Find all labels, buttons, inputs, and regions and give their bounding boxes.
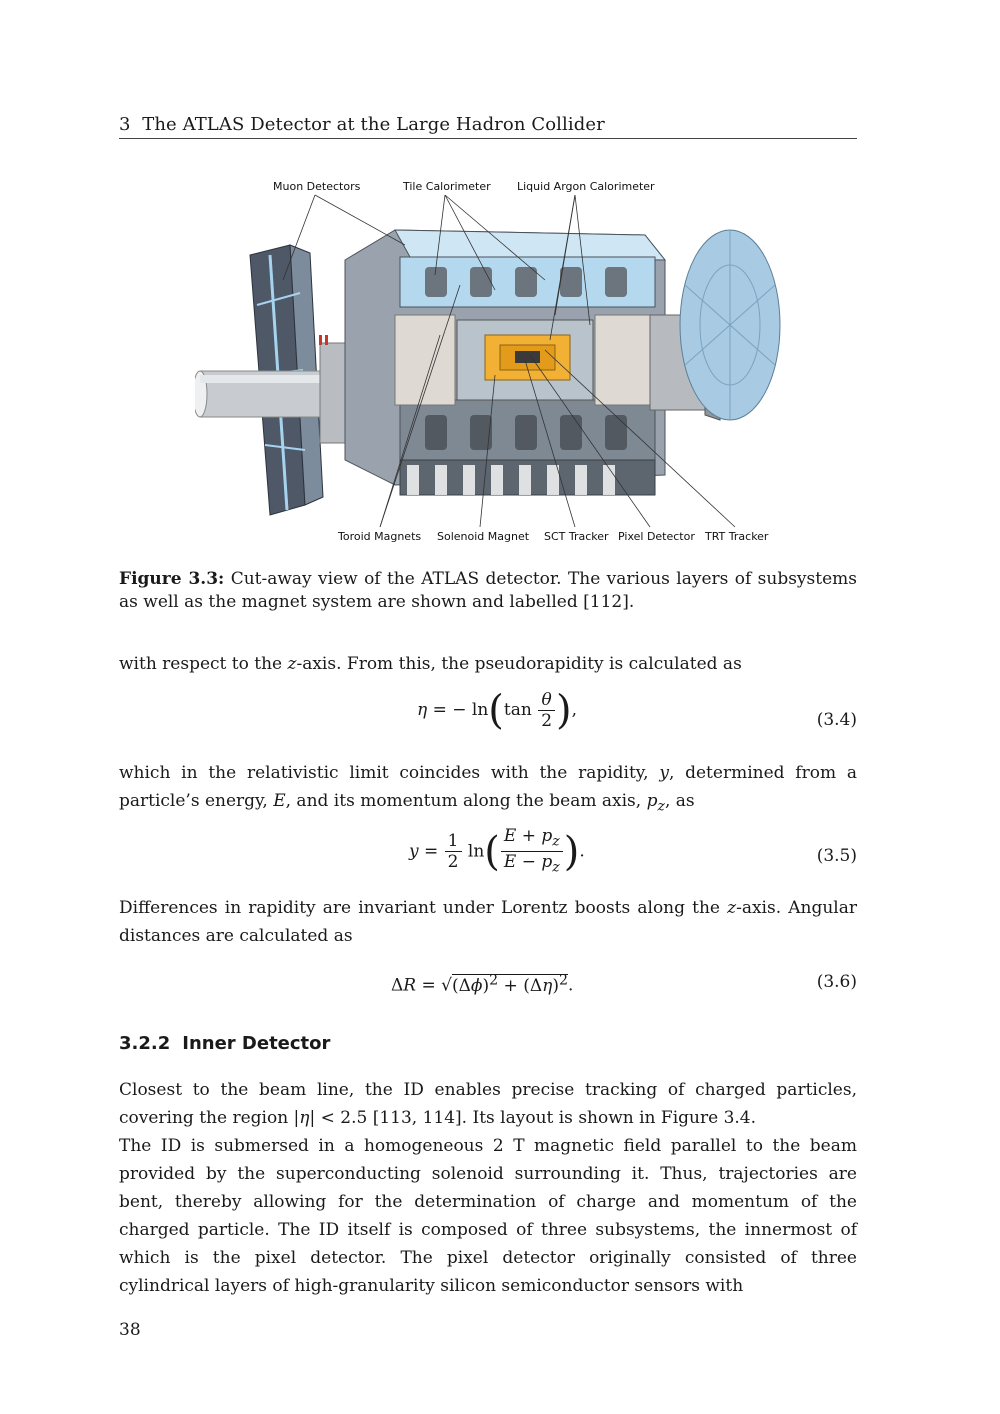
running-head	[119, 114, 857, 139]
math-var: η	[299, 1108, 310, 1128]
label-solenoid-magnet: Solenoid Magnet	[437, 530, 530, 543]
section-heading	[119, 1033, 330, 1054]
math-var: z	[287, 654, 297, 674]
paragraph-rapidity	[119, 759, 857, 820]
text-run: -axis. From this, the pseudorapidity is calculated as	[296, 654, 742, 674]
text-run: , as	[664, 791, 695, 811]
paragraph-pseudorapidity-intro	[119, 650, 857, 678]
paragraph-id-description: The ID is submersed in a homogeneous 2 T magnetic field parallel to the beam provided by the superconducting solenoid surrounding it. Thus, trajectories are bent, thereby allowing for the determination of charge and momentum of the charged particle. The ID itself is composed of three subsystems, the innermost of which is the pixel detector. The pixel detector originally consisted of three cylindrical layers of high-granularity silicon semiconductor sensors with	[119, 1136, 857, 1296]
caption-label: Figure 3.3:	[119, 569, 225, 589]
math-var: z	[727, 898, 737, 918]
section-number: 3.2.2	[119, 1033, 171, 1054]
person-figure	[319, 335, 322, 345]
equation-number: (3.6)	[816, 972, 857, 992]
person-figure	[325, 335, 328, 345]
label-liquid-argon-calorimeter: Liquid Argon Calorimeter	[517, 180, 655, 193]
label-muon-detectors: Muon Detectors	[273, 180, 361, 193]
text-run: , and its momentum along the beam axis,	[285, 791, 647, 811]
label-pixel-detector: Pixel Detector	[618, 530, 695, 543]
equation-3-4-body: η = − ln(tan $\frac{\theta}{2}$ ),	[417, 687, 578, 734]
page-number: 38	[119, 1320, 141, 1340]
running-head-title: The ATLAS Detector at the Large Hadron Collider	[142, 114, 605, 135]
equation-number: (3.4)	[816, 710, 857, 730]
caption-text: Cut-away view of the ATLAS detector. The various layers of subsystems as well as the magnet system are shown and labelled [112].	[119, 569, 857, 612]
text-run: | < 2.5 [113, 114]. Its layout is shown in Figure 3.4.	[309, 1108, 757, 1128]
section-title: Inner Detector	[182, 1033, 331, 1054]
equation-3-4	[119, 687, 857, 750]
math-var: p	[646, 791, 658, 811]
math-var: E	[273, 791, 286, 811]
equation-3-5-body: y = $\frac{1}{2}$ ln( $\frac{E + p_z}{E - p_z}$ ).	[409, 826, 585, 876]
text-run: which in the relativistic limit coincides with the rapidity,	[119, 763, 660, 783]
muon-endcap-wheel-right	[680, 230, 780, 420]
text-run: -axis. Angular distances are calculated as	[119, 898, 857, 946]
paragraph-id-coverage	[119, 1076, 857, 1132]
text-run: , determined from a particle’s energy,	[119, 763, 857, 811]
atlas-figure	[195, 175, 795, 550]
equation-3-6-body: $\Delta R = √(\Delta\phi)^2 + (\Delta\eta)^2$.	[391, 972, 574, 996]
detector-barrel	[345, 230, 665, 495]
text-run: with respect to the	[119, 654, 288, 674]
label-sct-tracker: SCT Tracker	[544, 530, 609, 543]
text-run: Closest to the beam line, the ID enables precise tracking of charged particles, covering the region |	[119, 1080, 857, 1128]
label-tile-calorimeter: Tile Calorimeter	[403, 180, 491, 193]
paragraph-angular-distance	[119, 894, 857, 950]
label-toroid-magnets: Toroid Magnets	[338, 530, 422, 543]
figure-caption	[119, 568, 857, 614]
atlas-detector-illustration	[195, 175, 795, 550]
label-trt-tracker: TRT Tracker	[705, 530, 769, 543]
equation-number: (3.5)	[816, 846, 857, 866]
running-head-chapter: 3	[119, 114, 131, 135]
text-run: Differences in rapidity are invariant under Lorentz boosts along the	[119, 898, 728, 918]
equation-3-5	[119, 826, 857, 886]
math-subscript: z	[657, 798, 665, 815]
math-var: y	[659, 763, 669, 783]
equation-3-6	[119, 972, 857, 1032]
